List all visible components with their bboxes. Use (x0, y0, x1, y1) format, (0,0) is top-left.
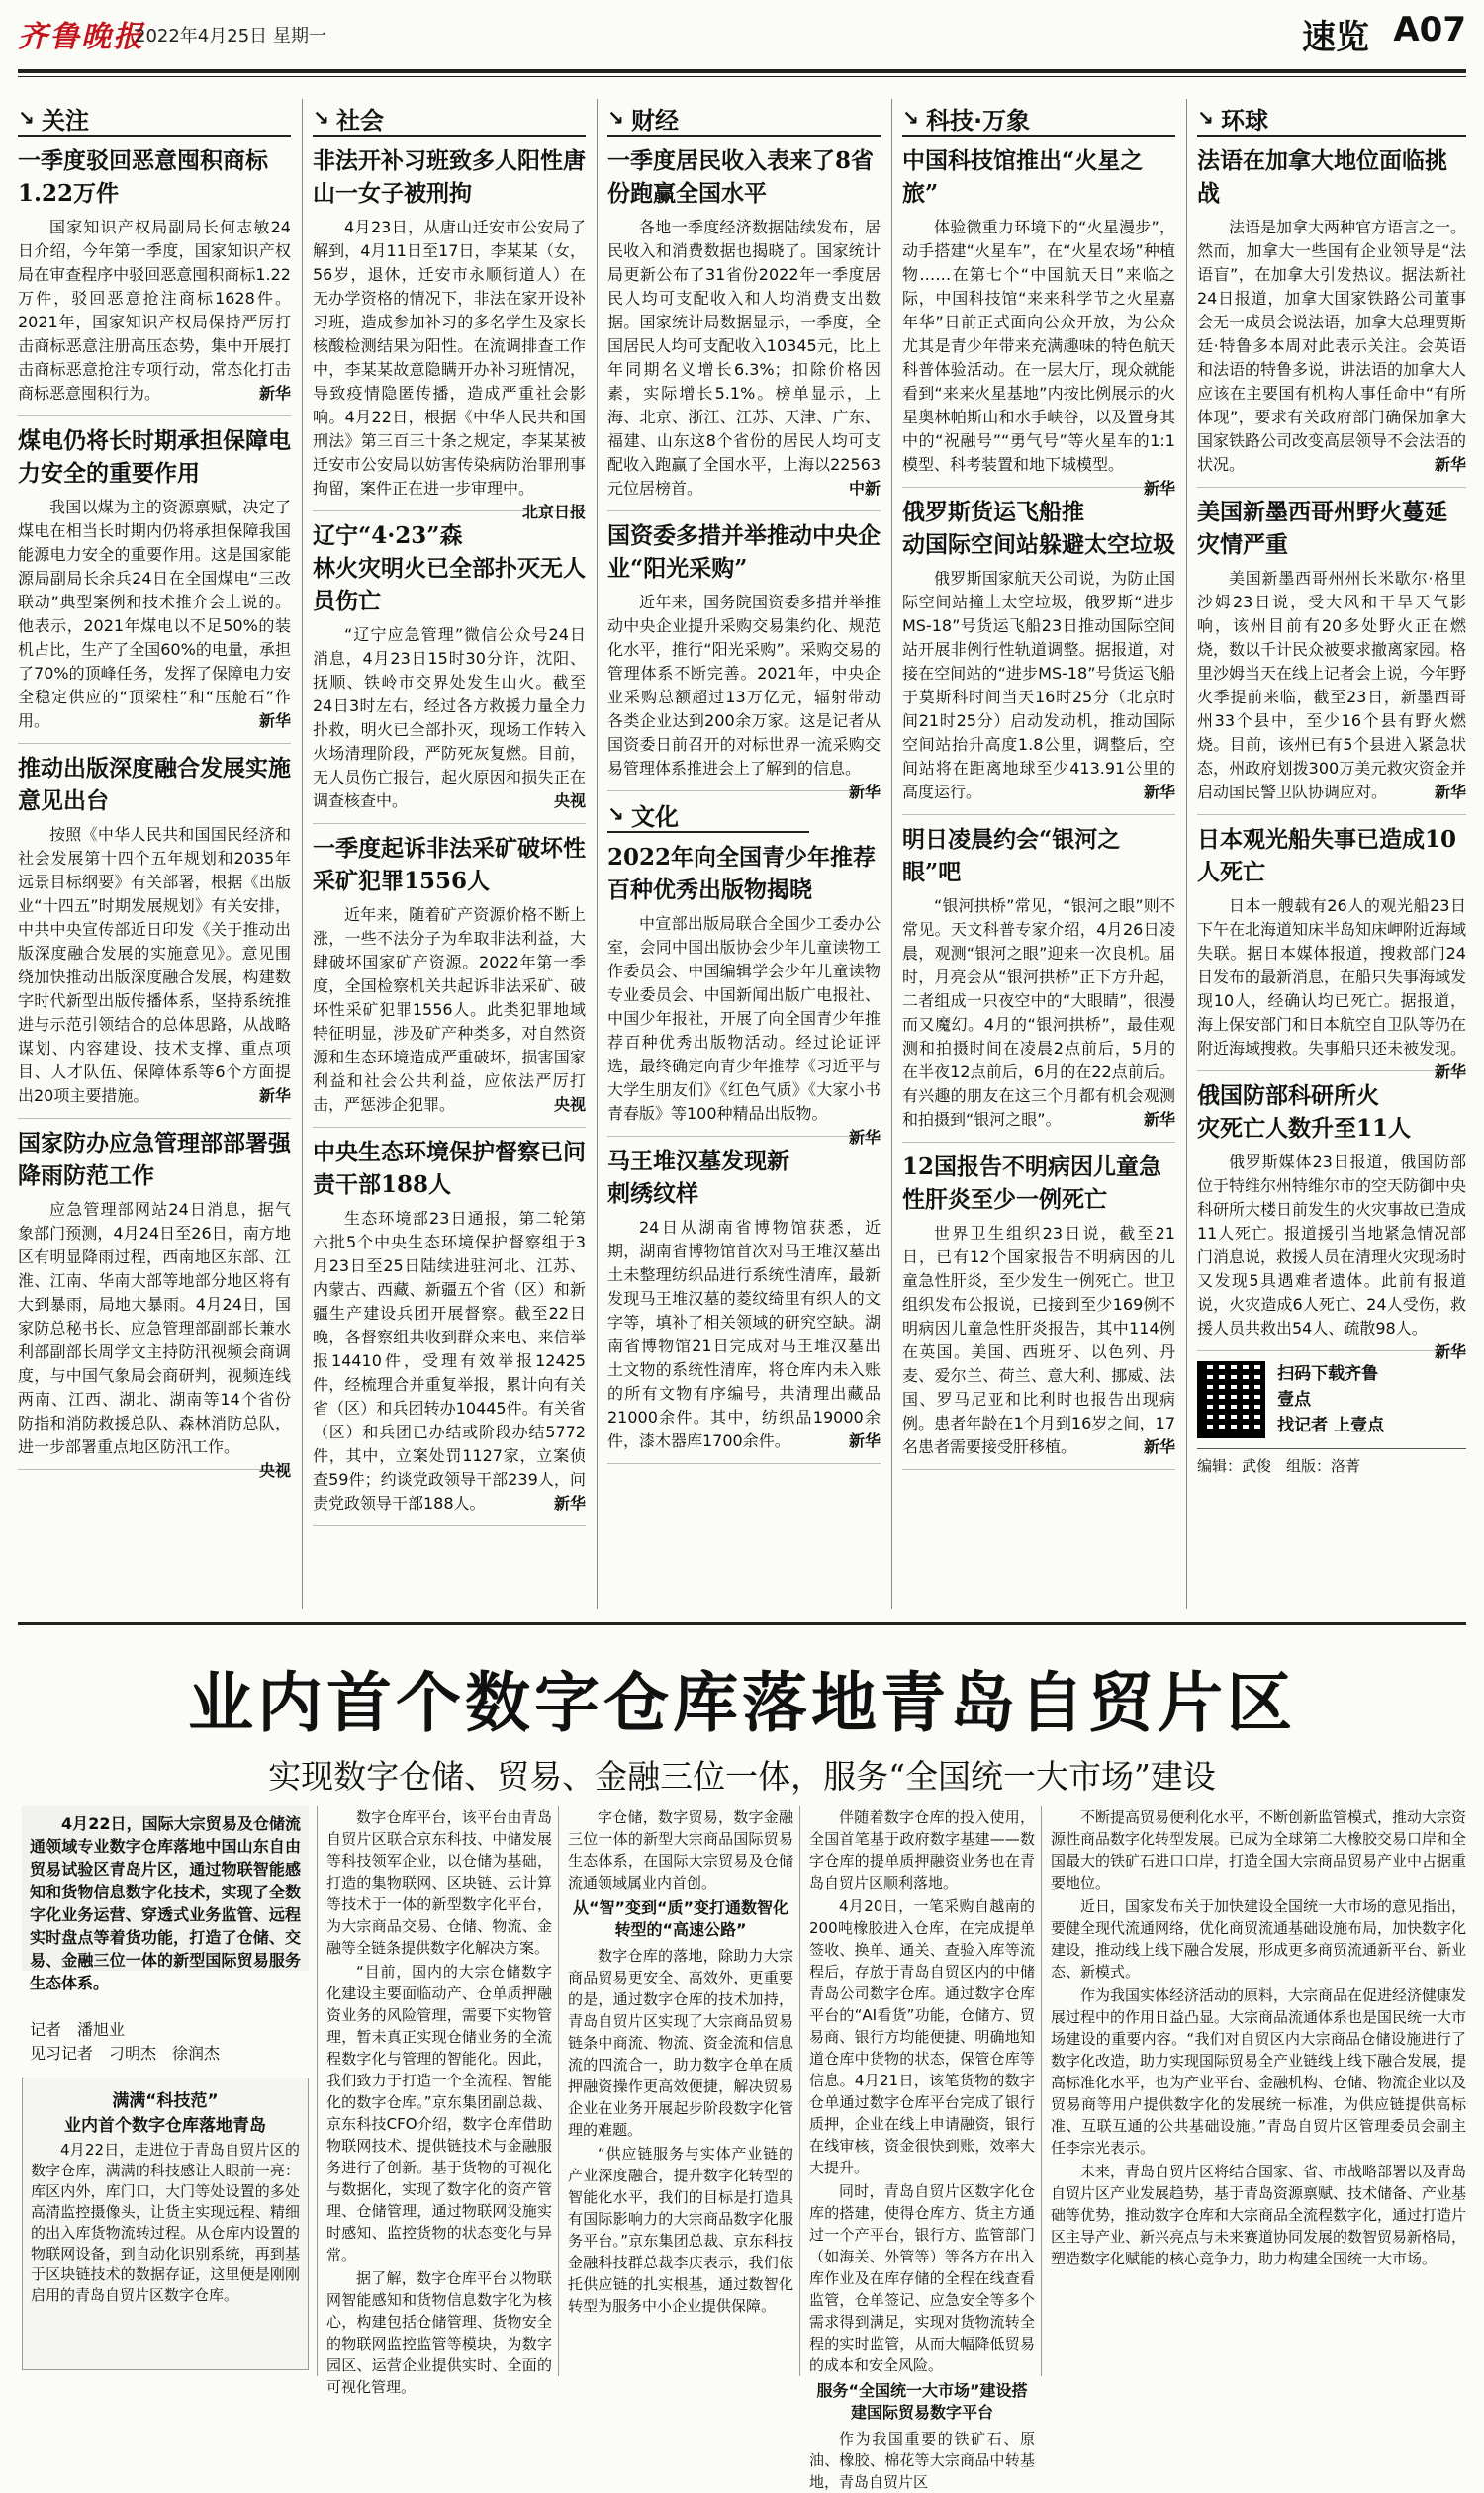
newspaper-logo: 齐鲁晚报 (18, 20, 144, 54)
story-source: 新华 (1434, 783, 1466, 801)
feature-column: 伴随着数字仓库的投入使用，全国首笔基于政府数字基建——数字仓库的提单质押融资业务也在青岛自贸片区顺利落地。 4月20日，一笔采购自越南的200吨橡胶进入仓库，在完成提单签收、换单、通关、查验入库等流程后，存放于青岛自贸区内的中储青岛公司数字仓库。通过数字仓库平台的“AI看货”功能，仓储方、贸易商、银行方均能便捷、明确地知道仓库中货物的状态，保管仓库等信息。4月21日，该笔货物的数字仓单通过数字仓库平台完成了银行质押，企业在线上申请融资，银行在线审核，资金很快到账，效率大大提升。 同时，青岛自贸片区数字化仓库的搭建，使得仓库方、货主方通过一个产平台，银行方、监管部门（如海关、外管等）等各方在出入库作业及在库存储的全程在线查看监管，仓单签记、应急安全等多个需求得到满足，实现对货物流转全程的实时监管，从而大幅降低贸易的成本和安全风险。 服务“全国统一大市场”建设搭建国际贸易数字平台 作为我国重要的铁矿石、原油、橡胶、棉花等大宗商品中转基地，青岛自贸片区 (809, 1808, 1035, 2491)
news-story[interactable] (607, 519, 881, 801)
sidebar-kicker: 满满“科技范” (112, 2091, 219, 2111)
news-story[interactable] (1197, 1079, 1467, 1361)
section-arrow-icon: ↘ (18, 106, 35, 130)
story-source: 新华 (1143, 1437, 1175, 1456)
column-divider (799, 1806, 800, 2376)
story-headline[interactable]: 国资委多措并举推动中央企业“阳光采购” (607, 522, 881, 582)
section-arrow-icon: ↘ (1197, 106, 1214, 130)
sidebar-body: 4月22日，走进位于青岛自贸片区的数字仓库，满满的科技感让人眼前一亮：库区内外，库门口，大门等处设置的多处高清监控摄像头，让货主实现远程、精细的出入库货物流转过程。从仓库内设置的物联网设备，到自动化识别系统，再到基于区块链技术的数据存证，这里便是刚刚启用的青岛自贸片区数字仓库。 (31, 2141, 300, 2304)
feature-headline[interactable]: 业内首个数字仓库落地青岛自贸片区 (188, 1664, 1296, 1741)
news-story[interactable] (313, 144, 586, 521)
editor-credit: 编辑：武俊 组版：洛菁 (1197, 1448, 1466, 1476)
section-title: 财经 (631, 106, 679, 135)
story-body: 国家知识产权局副局长何志敏24日介绍，今年第一季度，国家知识产权局在审查程序中驳回恶意囤积商标1.22万件，驳回恶意抢注商标1628件。2021年，国家知识产权局保持严厉打击商标恶意注册高压态势，集中开展打击商标恶意抢注专项行动，常态化打击商标恶意囤积行为。 新华 (18, 216, 291, 406)
issue-date: 2022年4月25日 (135, 26, 268, 46)
story-headline[interactable]: 中央生态环境保护督察已问责干部188人 (313, 1139, 586, 1198)
app-download-promo[interactable] (1197, 1361, 1395, 1438)
feature-column: 不断提高贸易便利化水平，不断创新监管模式，推动大宗资源性商品数字化转型发展。已成为全球第二大橡胶交易口岸和全国最大的铁矿石进口口岸，打造全国大宗商品贸易产业中占据重要地位。 近日，国家发布关于加快建设全国统一大市场的意见指出，要健全现代流通网络，优化商贸流通基础设施布局，加快数字化建设，推动线上线下融合发展，形成更多商贸流通新平台、新业态、新模式。 作为我国实体经济活动的原料，大宗商品在促进经济健康发展过程中的作用日益凸显。大宗商品流通体系也是国民统一大市场建设的重要内容。“我们对自贸区内大宗商品仓储设施进行了数字化改造，助力实现国际贸易全产业链线上线下融合发展，提高标准化水平，也为产业平台、金融机构、仓储、物流企业以及贸易商等用户提供数字化的发展统一标准，为供应链提供高标准、互联互通的公共基础设施。”青岛自贸片区管理委员会副主任李宗光表示。 未来，青岛自贸片区将结合国家、省、市战略部署以及青岛自贸片区产业发展趋势，基于青岛资源禀赋、技术储备、产业基础等优势，推动数字仓库和大宗商品全流程数字化，通过打造片区主导产业、新兴亮点与未来赛道协同发展的数智贸易新格局，塑造数字化赋能的核心竞争力，助力构建全国统一大市场。 (1051, 1808, 1467, 2267)
story-source: 新华 (1434, 1342, 1466, 1361)
column-focus (18, 101, 291, 1605)
news-story[interactable] (18, 1127, 291, 1480)
section-arrow-icon: ↘ (607, 802, 624, 826)
story-headline[interactable]: 一季度驳回恶意囤积商标1.22万件 (18, 147, 268, 207)
sidebar-title: 业内首个数字仓库落地青岛 (64, 2116, 266, 2136)
story-headline[interactable]: 一季度居民收入表来了8省份跑赢全国水平 (607, 147, 875, 207)
news-story[interactable] (18, 752, 291, 1119)
section-header (313, 101, 586, 137)
story-body: 世界卫生组织23日说，截至21日，已有12个国家报告不明病因的儿童急性肝炎，至少发生一例死亡。世卫组织发布公报说，已接到至少169例不明病因儿童急性肝炎报告，其中114例在英国。美国、西班牙、以色列、丹麦、爱尔兰、荷兰、意大利、挪威、法国、罗马尼亚和比利时也报告出现病例。患者年龄在1个月到16岁之间，17名患者需要接受肝移植。 新华 (902, 1222, 1175, 1459)
page-section: 速览 (1302, 18, 1369, 57)
news-story[interactable] (902, 144, 1175, 498)
qr-code-icon[interactable] (1197, 1361, 1265, 1438)
story-body: 各地一季度经济数据陆续发布，居民收入和消费数据也揭晓了。国家统计局更新公布了31省份2022年一季度居民人均可支配收入和人均消费支出数据。国家统计局数据显示，一季度，全国居民人均可支配收入10345元，比上年同期名义增长6.3%；扣除价格因素，实际增长5.1%。榜单显示，上海、北京、浙江、江苏、天津、广东、福建、山东这8个省份的居民人均可支配收入跑赢了全国水平，上海以22563元位居榜首。 中新 (607, 216, 881, 501)
story-body: 应急管理部网站24日消息，据气象部门预测，4月24日至26日，南方地区有明显降雨过程，西南地区东部、江淮、江南、华南大部等地部分地区将有大到暴雨，局地大暴雨。4月24日，国家防总秘书长、应急管理部副部长兼水利部副部长周学文主持防汛视频会商调度，与中国气象局会商研判，视频连线两南、江西、湖北、湖南等14个省份防指和消防救援总队、森林消防总队，进一步部署重点地区防汛工作。 央视 (18, 1198, 291, 1459)
story-source: 新华 (1143, 1110, 1175, 1129)
section-arrow-icon: ↘ (607, 106, 624, 130)
section-title: 社会 (336, 106, 384, 135)
section-title: 文化 (631, 802, 679, 831)
feature-top-rule (18, 1622, 1466, 1625)
section-header (18, 101, 291, 137)
section-header (607, 797, 809, 833)
story-source: 中新 (848, 479, 881, 498)
story-body: 日本一艘载有26人的观光船23日下午在北海道知床半岛知床岬附近海域失联。据日本媒体报道，搜救部门24日发布的最新消息，在船只失事海域发现10人，经确认均已死亡。据报道，海上保安部门和日本航空自卫队等仍在附近海域搜救。失事船只还未被发现。 新华 (1197, 894, 1466, 1061)
story-headline[interactable]: 明日凌晨约会“银河之眼”吧 (902, 826, 1121, 885)
column-divider (317, 1806, 318, 2376)
column-divider (558, 1806, 559, 2376)
column-society (313, 101, 586, 1605)
feature-sidebar (22, 2078, 309, 2370)
news-story[interactable] (1197, 144, 1466, 488)
column-divider (597, 99, 598, 1609)
section-header (1197, 101, 1466, 137)
news-story[interactable] (902, 496, 1175, 815)
story-headline[interactable]: 非法开补习班致多人阳性唐山一女子被刑拘 (313, 147, 586, 207)
column-divider (1186, 99, 1187, 1609)
section-arrow-icon: ↘ (313, 106, 329, 130)
feature-column: 数字仓库平台，该平台由青岛自贸片区联合京东科技、中储发展等科技领军企业，以仓储为基础，打造的集物联网、区块链、云计算等技术于一体的新型数字化平台，为大宗商品交易、仓储、物流、金融等全链条提供数字化解决方案。 “目前，国内的大宗仓储数字化建设主要面临动产、仓单质押融资业务的风险管理，需要下实物管理，暂未真正实现仓储业务的全流程数字化与管理的智能化。因此，我们致力于打造一个全流程、智能化的数字仓库。”京东集团副总裁、京东科技CFO介绍，数字仓库借助物联网技术、提供链技术与金融服务进行了创新。基于货物的可视化与数据化，实现了数字化的资产管理、仓储管理，通过物联网设施实时感知、监控货物的状态变化与异常。 据了解，数字仓库平台以物联网智能感知和货物信息数字化为核心，构建包括仓储管理、货物安全的物联网监控监管等模块，为数字园区、运营企业提供实时、全面的可视化管理。 (326, 1808, 552, 2396)
story-source: 新华 (258, 384, 291, 403)
story-headline[interactable]: 推动出版深度融合发展实施意见出台 (18, 755, 291, 814)
news-story[interactable] (607, 1145, 881, 1464)
story-headline[interactable]: 美国新墨西哥州野火蔓延灾情严重 (1197, 499, 1447, 558)
story-headline[interactable]: 法语在加拿大地位面临挑战 (1197, 147, 1447, 207)
news-story[interactable] (1197, 823, 1467, 1081)
story-source: 新华 (1143, 479, 1175, 498)
story-body: 近年来，随着矿产资源价格不断上涨，一些不法分子为牟取非法利益，大肆破坏国家矿产资源。2022年第一季度，全国检察机关共起诉非法采矿、破坏性采矿犯罪1556人。此类犯罪地域特征明显，涉及矿产种类多，对自然资源和生态环境造成严重破坏，损害国家利益和社会公共利益，应依法严厉打击，严惩涉企犯罪。 央视 (313, 903, 586, 1117)
story-headline[interactable]: 一季度起诉非法采矿破坏性采矿犯罪1556人 (313, 835, 586, 894)
story-headline[interactable]: 12国报告不明病因儿童急性肝炎至少一例死亡 (902, 1154, 1162, 1213)
feature-subhead: 从“智”变到“质”变打通数智化转型的“高速公路” (572, 1898, 789, 1939)
story-body: 按照《中华人民共和国国民经济和社会发展第十四个五年规划和2035年远景目标纲要》有关部署，根据《出版业“十四五”时期发展规划》有关安排，中共中央宣传部近日印发《关于推动出版深度融合发展的实施意见》。意见围绕加快推动出版深度融合发展，构建数字时代新型出版传播体系，坚持系统推进与示范引领结合的总体思路，从战略谋划、内容建设、技术支撑、重点项目、人才队伍、保障体系等6个方面提出20项主要措施。 新华 (18, 823, 291, 1108)
story-source: 新华 (1434, 1062, 1466, 1081)
story-source: 北京日报 (521, 503, 586, 521)
story-source: 新华 (1143, 783, 1175, 801)
feature-subheadline: 实现数字仓储、贸易、金融三位一体，服务“全国统一大市场”建设 (268, 1757, 1216, 1796)
story-source: 新华 (258, 1086, 291, 1105)
news-story[interactable] (902, 1151, 1175, 1470)
feature-subhead: 服务“全国统一大市场”建设搭建国际贸易数字平台 (816, 2381, 1028, 2422)
story-source: 央视 (553, 1095, 586, 1114)
feature-column: 字仓储，数字贸易，数字金融三位一体的新型大宗商品国际贸易生态体系，在国际大宗贸易及仓储流通领域属业内首创。 从“智”变到“质”变打通数智化转型的“高速公路” 数字仓库的落地，除助力大宗商品贸易更安全、高效外，更重要的是，通过数字仓库的技术加持，青岛自贸片区实现了大宗商品贸易链条中商流、物流、资金流和信息流的四流合一，助力数字仓单在质押融资操作更高效便捷，解决贸易企业在业务开展起步阶段数字化管理的难题。 “供应链服务与实体产业链的产业深度融合，提升数字化转型的智能化水平，我们的目标是打造具有国际影响力的大宗商品数字化服务平台。”京东集团总裁、京东科技金融科技群总裁李庆表示，我们依托供应链的扎实根基，通过数智化转型为服务中小企业提供保障。 (568, 1808, 793, 2315)
section-title: 环球 (1221, 106, 1268, 135)
news-story[interactable] (18, 144, 291, 416)
story-source: 新华 (258, 711, 291, 730)
news-story[interactable] (313, 1136, 586, 1526)
story-body: “辽宁应急管理”微信公众号24日消息，4月23日15时30分许，沈阳、抚顺、铁岭市交界处发生山火。截至24日3时左右，经过各方救援力量全力扑救，明火已全部扑灭，现场工作转入火场清理阶段，严防死灰复燃。目前，无人员伤亡报告，起火原因和损失正在调查核查中。 央视 (313, 623, 586, 813)
story-body: 俄罗斯国家航天公司说，为防止国际空间站撞上太空垃圾，俄罗斯“进步MS-18”号货运飞船23日推动国际空间站开展非例行性轨道调整。据报道，对接在空间站的“进步MS-18”号货运飞船于莫斯科时间当天16时25分（北京时间21时25分）启动发动机，推动国际空间站抬升高度1.8公里，调整后，空间站将在距离地球至少413.91公里的高度运行。 新华 (902, 567, 1175, 804)
masthead-rule-thin (18, 76, 1466, 77)
column-divider (1041, 1806, 1042, 2376)
story-headline[interactable]: 国家防办应急管理部部署强降雨防范工作 (18, 1130, 291, 1189)
story-body: 中宣部出版局联合全国少工委办公室，会同中国出版协会少年儿童读物工作委员会、中国编辑学会少年儿童读物专业委员会、中国新闻出版广电报社、中国少年报社，开展了向全国青少年推荐百种优秀出版物活动。经过论证评选，最终确定向青少年推荐《习近平与大学生朋友们》《红色气质》《大家小书青春版》等100种精品出版物。 新华 (607, 912, 881, 1126)
story-headline[interactable]: 日本观光船失事已造成10人死亡 (1197, 826, 1457, 885)
news-story[interactable] (313, 832, 586, 1128)
story-body: 近年来，国务院国资委多措并举推动中央企业提升采购交易集约化、规范化水平，推行“阳光采购”。采购交易的管理体系不断完善。2021年，中央企业采购总额超过13万亿元，辐射带动各类企业达到200余万家。这是记者从国资委日前召开的对标世界一流采购交易管理体系推进会上了解到的信息。 新华 (607, 591, 881, 781)
news-story[interactable] (313, 519, 586, 824)
story-body: 美国新墨西哥州州长米歇尔·格里沙姆23日说，受大风和干旱天气影响，该州目前有20多处野火正在燃烧，数以千计民众被要求撤离家园。格里沙姆当天在线上记者会上说，今年野火季提前来临，截至23日，新墨西哥州33个县中，至少16个县有野火燃烧。目前，该州已有5个县进入紧急状态，州政府划拨300万美元救灾资金并启动国民警卫队协调应对。 新华 (1197, 567, 1466, 804)
story-source: 新华 (553, 1494, 586, 1513)
column-tech (902, 101, 1175, 1605)
column-divider (302, 99, 303, 1609)
story-headline[interactable]: 中国科技馆推出“火星之旅” (902, 147, 1144, 207)
story-body: 俄罗斯媒体23日报道，俄国防部位于特维尔州特维尔市的空天防御中央科研所大楼日前发生的火灾事故已造成11人死亡。报道援引当地紧急情况部门消息说，救援人员在清理火灾现场时又发现5具遇难者遗体。此前有报道说，火灾造成6人死亡、24人受伤，救援人员共救出54人、疏散98人。 新华 (1197, 1151, 1466, 1340)
news-story[interactable] (607, 144, 881, 511)
story-headline[interactable]: 煤电仍将长时期承担保障电力安全的重要作用 (18, 427, 291, 487)
section-arrow-icon: ↘ (902, 106, 919, 130)
masthead-rule (18, 69, 1466, 73)
news-story[interactable] (607, 841, 881, 1147)
story-source: 新华 (848, 1128, 881, 1147)
story-headline[interactable]: 辽宁“4·23”森林火灾明火已全部扑灭无人员伤亡 (313, 522, 586, 614)
story-headline[interactable]: 2022年向全国青少年推荐百种优秀出版物揭晓 (607, 844, 877, 903)
section-header (902, 101, 1175, 137)
weekday: 星期一 (273, 26, 326, 46)
column-world (1197, 101, 1466, 1605)
story-source: 新华 (848, 783, 881, 801)
news-story[interactable] (1197, 496, 1466, 815)
story-headline[interactable]: 马王堆汉墓发现新刺绣纹样 (607, 1148, 789, 1207)
section-header (607, 101, 881, 137)
news-story[interactable] (18, 424, 291, 744)
byline: 记者 潘旭业 见习记者 刁明杰 徐润杰 (30, 2020, 221, 2063)
story-body: 生态环境部23日通报，第二轮第六批5个中央生态环境保护督察组于3月23日至25日陆续进驻河北、江苏、内蒙古、西藏、新疆五个省（区）和新疆生产建设兵团开展督察。截至22日晚，各督察组共收到群众来电、来信举报14410件，受理有效举报12425件，经梳理合并重复举报，累计向有关省（区）和兵团转办10445件。有关省（区）和兵团已办结或阶段办结5772件，其中，立案处罚1127家，立案侦查59件；约谈党政领导干部239人，问责党政领导干部188人。 新华 (313, 1207, 586, 1516)
story-source: 央视 (553, 791, 586, 810)
feature-lead: 4月22日，国际大宗贸易及仓储流通领域专业数字仓库落地中国山东自由贸易试验区青岛片区，通过物联智能感知和货物信息数字化技术，实现了全数字化业务运营、穿透式业务监管、远程实时盘点等着货功能，打造了仓储、交易、金融三位一体的新型国际贸易服务生态体系。 (30, 1814, 301, 1992)
story-headline[interactable]: 俄国防部科研所火灾死亡人数升至11人 (1197, 1082, 1412, 1142)
story-body: 24日从湖南省博物馆获悉，近期，湖南省博物馆首次对马王堆汉墓出土未整理纺织品进行系统性清库，最新发现马王堆汉墓的菱纹绮里有织人的文字等，填补了相关领域的研究空缺。湖南省博物馆21日完成对马王堆汉墓出土文物的系统性清库，将仓库内未入账的所有文物有序编号，共清理出藏品21000余件。其中，纺织品19000余件，漆木器库1700余件。 新华 (607, 1216, 881, 1453)
story-body: 我国以煤为主的资源禀赋，决定了煤电在相当长时期内仍将承担保障我国能源电力安全的重要作用。这是国家能源局副局长余兵24日在全国煤电“三改联动”典型案例和技术推介会上说的。他表示，2021年煤电以不足50%的装机占比，生产了全国60%的电量，承担了70%的顶峰任务，发挥了保障电力安全稳定供应的“顶梁柱”和“压舱石”作用。 新华 (18, 496, 291, 733)
page-number: A07 (1393, 10, 1466, 49)
story-body: 体验微重力环境下的“火星漫步”，动手搭建“火星车”，在“火星农场”种植物……在第七个“中国航天日”来临之际，中国科技馆“来来科学节之火星嘉年华”日前正式面向公众开放，为公众尤其是青少年带来充满趣味的特色航天科普体验活动。在一层大厅，现众就能看到“来来火星基地”内按比例展示的火星奥林帕斯山和水手峡谷，以及置身其中的“祝融号”“勇气号”等火星车的1:1模型、科考装置和地下城模型。 新华 (902, 216, 1175, 477)
story-source: 央视 (258, 1461, 291, 1480)
story-body: 法语是加拿大两种官方语言之一。然而，加拿大一些国有企业领导是“法语盲”，在加拿大引发热议。据法新社24日报道，加拿大国家铁路公司董事会无一成员会说法语，加拿大总理贾斯廷·特鲁多本周对此表示关注。会英语和法语的特鲁多说，讲法语的加拿大人应该在主要国有机构人事任命中“有所体现”，要求有关政府部门确保加拿大国家铁路公司改变高层领导不会法语的状况。 新华 (1197, 216, 1466, 477)
section-title: 科技·万象 (926, 106, 1031, 135)
story-body: 4月23日，从唐山迁安市公安局了解到，4月11日至17日，李某某（女，56岁，退休，迁安市永顺街道人）在无办学资格的情况下，非法在家开设补习班，造成参加补习的多名学生及家长核酸检测结果为阳性。在流调排查工作中，李某某故意隐瞒开办补习班情况，导致疫情隐匿传播，造成严重社会影响。4月22日，根据《中华人民共和国刑法》第三百三十条之规定，李某某被迁安市公安局以妨害传染病防治罪刑事拘留，案件正在进一步审理中。 北京日报 (313, 216, 586, 501)
story-headline[interactable]: 俄罗斯货运飞船推动国际空间站躲避太空垃圾 (902, 499, 1175, 558)
story-source: 新华 (1434, 455, 1466, 474)
news-story[interactable] (902, 823, 1175, 1143)
story-source: 新华 (848, 1431, 881, 1450)
story-body: “银河拱桥”常见，“银河之眼”则不常见。天文科普专家介绍，4月26日凌晨，观测“银河之眼”迎来一次良机。届时，月亮会从“银河拱桥”正下方升起，二者组成一只夜空中的“大眼睛”，很漫而又魔幻。4月的“银河拱桥”，最佳观测和拍摄时间在凌晨2点前后，5月的在半夜12点前后，6月的在22点前后。有兴趣的朋友在这三个月都有机会观测和拍摄到“银河之眼”。 新华 (902, 894, 1175, 1132)
column-divider (891, 99, 892, 1609)
qr-caption: 扫码下载齐鲁壹点 找记者 上壹点 (1277, 1364, 1385, 1435)
section-title: 关注 (42, 106, 89, 135)
masthead (18, 10, 1466, 61)
column-finance (607, 101, 881, 1605)
